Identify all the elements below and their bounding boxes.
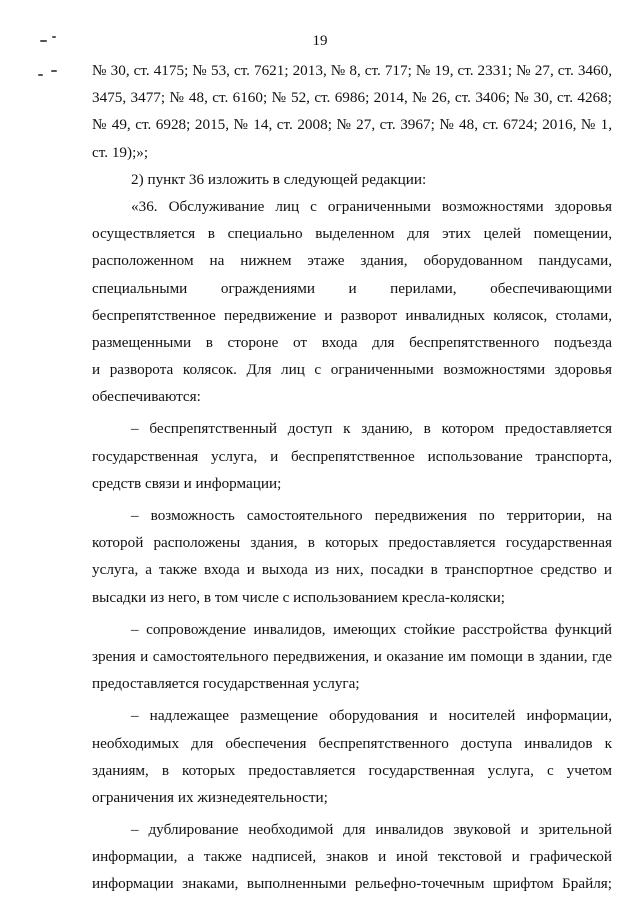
text-line: ограничения их жизнедеятельности; <box>92 788 328 806</box>
text-line: – дублирование необходимой для инвалидов звуковой и зрительной <box>131 821 612 839</box>
text-line: – возможность самостоятельного передвижения по территории, на <box>131 507 612 524</box>
text-line: зрения и самостоятельного передвижения, и оказание им помощи в здании, где <box>92 647 612 665</box>
text-line: ст. 19);»; <box>92 143 149 161</box>
scan-artifact-mark <box>51 70 57 72</box>
text-line: – надлежащее размещение оборудования и носителей информации, <box>131 707 612 725</box>
paragraph-refs-continuation <box>92 57 612 166</box>
paragraph-bullet-5 <box>92 816 612 898</box>
text-line: зданиям, в которых предоставляется государственная услуга, с учетом <box>92 761 612 779</box>
text-line: осуществляется в специально выделенном для этих целей помещении, <box>92 225 612 243</box>
page-number: 19 <box>312 33 328 49</box>
text-line: специальными ограждениями и перилами, обеспечивающими <box>92 279 612 297</box>
text-line: средств связи и информации; <box>92 474 282 492</box>
text-line: предоставляется государственная услуга; <box>92 675 360 693</box>
text-line: – беспрепятственный доступ к зданию, в котором предоставляется <box>131 420 612 438</box>
text-line: № 30, ст. 4175; № 53, ст. 7621; 2013, № 8, ст. 717; № 19, ст. 2331; № 27, ст. 3460, <box>92 62 612 79</box>
paragraph-clause-36 <box>92 193 612 411</box>
text-line: услуга, а также входа и выхода из них, посадки в транспортное средство и <box>92 561 612 579</box>
text-line: и разворота колясок. Для лиц с ограниченными возможностями здоровья <box>92 361 612 379</box>
paragraph-bullet-1 <box>92 415 612 497</box>
text-line: которой расположены здания, в которых предоставляется государственная <box>92 534 612 552</box>
text-line: высадки из него, в том числе с использованием кресла-коляски; <box>92 588 505 606</box>
paragraph-bullet-2 <box>92 502 612 611</box>
text-line: государственная услуга, и беспрепятственное использование транспорта, <box>92 447 612 465</box>
text-line: необходимых для обеспечения беспрепятственного доступа инвалидов к <box>92 734 612 752</box>
document-body <box>92 57 612 898</box>
text-line: размещенными в стороне от входа для беспрепятственного подъезда <box>92 333 612 351</box>
text-line: информации, а также надписей, знаков и иной текстовой и графической <box>92 848 612 866</box>
scan-artifact-mark <box>38 74 43 76</box>
text-line: «36. Обслуживание лиц с ограниченными возможностями здоровья <box>131 197 612 215</box>
text-line: расположенном на нижнем этаже здания, оборудованном пандусами, <box>92 252 612 270</box>
text-line: № 49, ст. 6928; 2015, № 14, ст. 2008; № 27, ст. 3967; № 48, ст. 6724; 2016, № 1, <box>92 116 612 134</box>
text-line: информации знаками, выполненными рельефно-точечным шрифтом Брайля; <box>92 875 612 893</box>
text-line: 3475, 3477; № 48, ст. 6160; № 52, ст. 6986; 2014, № 26, ст. 3406; № 30, ст. 4268; <box>92 89 612 107</box>
text-line: беспрепятственное передвижение и разворот инвалидных колясок, столами, <box>92 306 612 324</box>
text-line: 2) пункт 36 изложить в следующей редакции: <box>131 170 427 188</box>
paragraph-bullet-3 <box>92 616 612 698</box>
paragraph-item-2 <box>92 166 612 193</box>
paragraph-bullet-4 <box>92 702 612 811</box>
text-line: – сопровождение инвалидов, имеющих стойкие расстройства функций <box>131 620 612 638</box>
text-line: обеспечиваются: <box>92 388 201 406</box>
